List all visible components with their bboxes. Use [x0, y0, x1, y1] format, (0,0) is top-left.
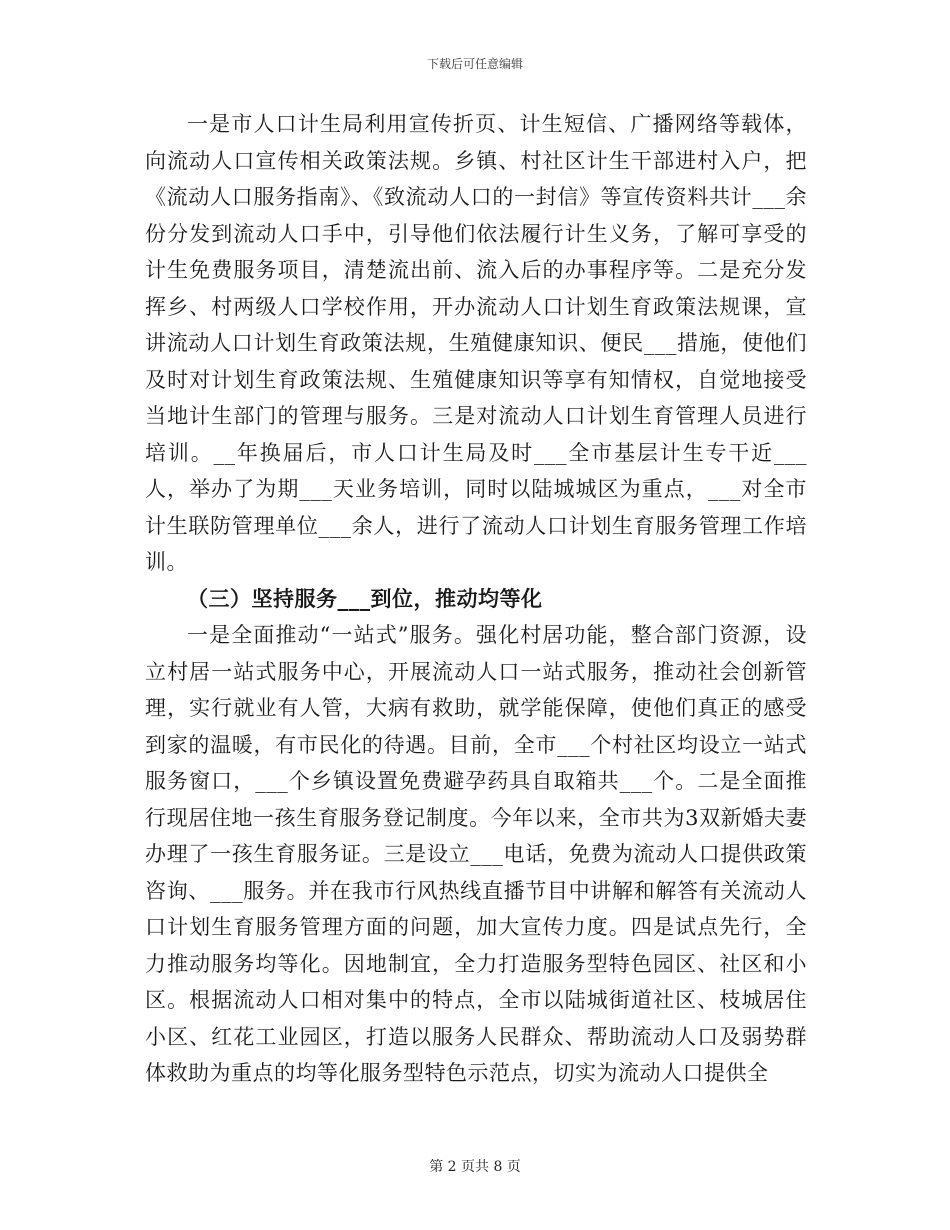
page-header: 下载后可任意编辑: [426, 57, 523, 71]
paragraph-2: 一是全面推动“一站式”服务。强化村居功能，整合部门资源，设立村居一站式服务中心，开展流动人口一站式服务，推动社会创新管理，实行就业有人管，大病有救助，就学能保障，使他们真正的感受到家的温暖，有市民化的待遇。目前，全市___个村社区均设立一站式服务窗口，___个乡镇设置免费避孕药具自取箱共___个。二是全面推行现居住地一孩生育服务登记制度。今年以来，全市共为3双新婚夫妻办理了一孩生育服务证。三是设立___电话，免费为流动人口提供政策咨询、___服务。并在我市行风热线直播节目中讲解和解答有关流动人口计划生育服务管理方面的问题，加大宣传力度。四是试点先行，全力推动服务均等化。因地制宜，全力打造服务型特色园区、社区和小区。根据流动人口相对集中的特点，全市以陆城街道社区、枝城居住小区、红花工业园区，打造以服务人民群众、帮助流动人口及弱势群体救助为重点的均等化服务型特色示范点，切实为流动人口提供全: [145, 623, 807, 1085]
paragraph-1: 一是市人口计生局利用宣传折页、计生短信、广播网络等载体，向流动人口宣传相关政策法规。乡镇、村社区计生干部进村入户，把《流动人口服务指南》、《致流动人口的一封信》等宣传资料共计___余份分发到流动人口手中，引导他们依法履行计生义务，了解可享受的计生免费服务项目，清楚流出前、流入后的办事程序等。二是充分发挥乡、村两级人口学校作用，开办流动人口计划生育政策法规课，宣讲流动人口计划生育政策法规，生殖健康知识、便民___措施，使他们及时对计划生育政策法规、生殖健康知识等享有知情权，自觉地接受当地计生部门的管理与服务。三是对流动人口计划生育管理人员进行培训。__年换届后，市人口计生局及时___全市基层计生专干近___人，举办了为期___天业务培训，同时以陆城城区为重点，___对全市计生联防管理单位___余人，进行了流动人口计划生育服务管理工作培训。: [145, 112, 807, 574]
document-body: [145, 106, 807, 1092]
section-heading: （三）坚持服务___到位，推动均等化: [187, 585, 543, 611]
page-number: 第 2 页共 8 页: [429, 1159, 521, 1175]
